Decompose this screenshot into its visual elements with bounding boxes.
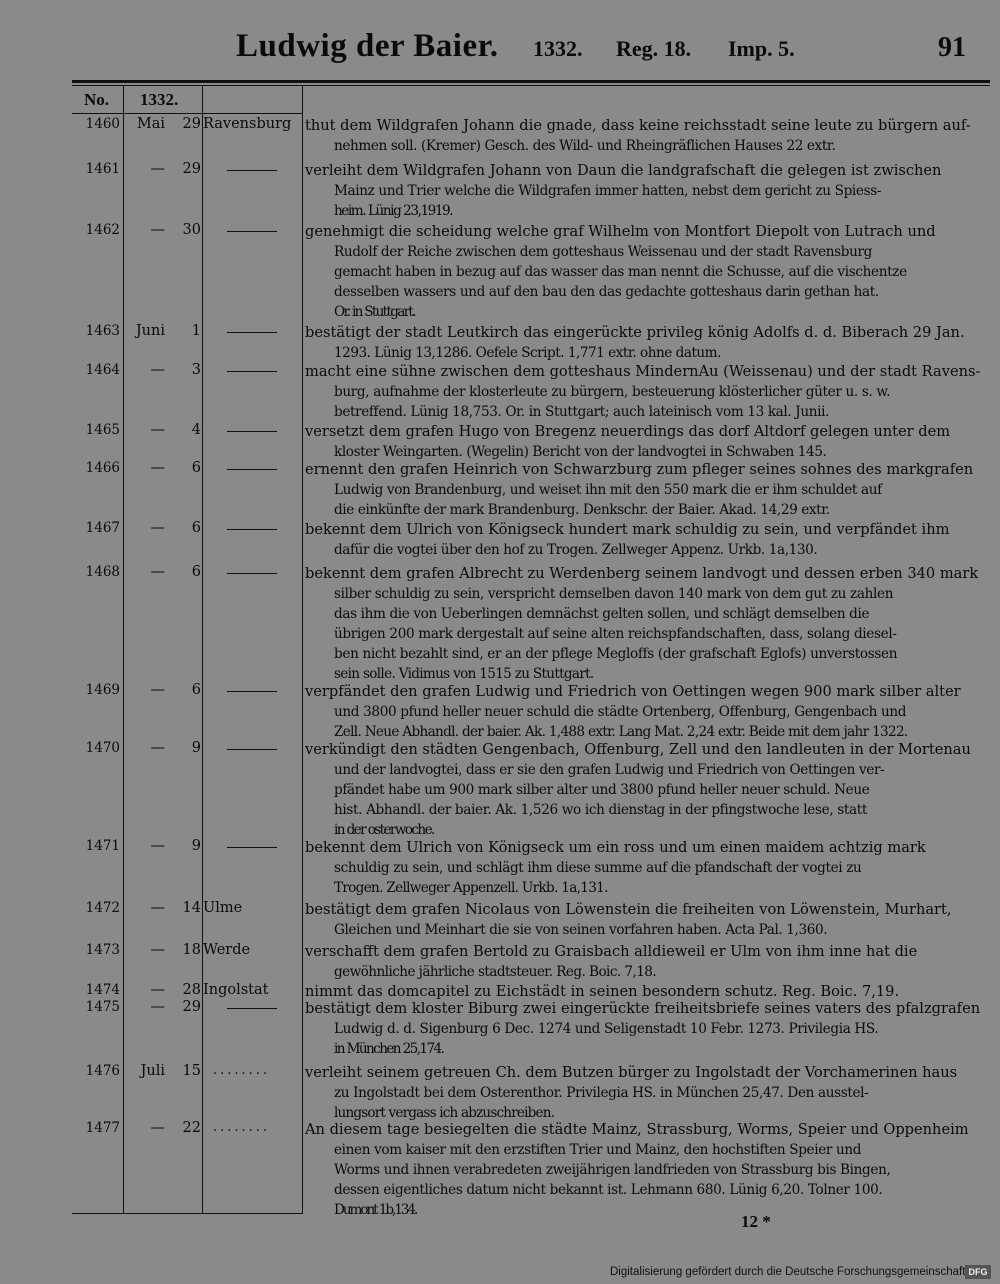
entry-day: 3 — [191, 362, 201, 378]
entry-place: Ravensburg — [203, 116, 292, 132]
entry-text-line: bekennt dem Ulrich von Königseck hundert mark schuldig zu sein, und verpfändet ihm — [305, 521, 950, 538]
entry-number: 1460 — [85, 116, 120, 132]
entry-day: 29 — [182, 161, 201, 177]
entry-number: 1462 — [85, 222, 120, 238]
entry-month: — — [150, 362, 165, 378]
entry-text — [305, 520, 983, 560]
header-rule — [72, 80, 990, 83]
entry-text-line: Or. in Stuttgart. — [334, 304, 415, 320]
entry-text-line: übrigen 200 mark dergestalt auf seine alten reichspfandschaften, dass, solang diesel- — [334, 626, 897, 642]
entry-text — [305, 1120, 983, 1220]
entry-text-line: die einkünfte der mark Brandenburg. Denkschr. der Baier. Akad. 14,29 extr. — [334, 502, 830, 518]
entry-text-line: macht eine sühne zwischen dem gotteshaus MindernAu (Weissenau) und der stadt Ravens- — [305, 363, 981, 380]
ditto-dash — [227, 371, 277, 372]
entry-day: 9 — [191, 740, 201, 756]
entry-text-line: kloster Weingarten. (Wegelin) Bericht von der landvogtei in Schwaben 145. — [334, 444, 827, 460]
running-imp: Imp. 5. — [728, 36, 795, 61]
entry-text-line: Mainz und Trier welche die Wildgrafen immer hatten, nebst dem gericht zu Spiess- — [334, 183, 882, 199]
running-title: Ludwig der Baier. — [236, 28, 499, 64]
ditto-dash — [227, 469, 277, 470]
entry-text-line: lungsort vergass ich abzuschreiben. — [334, 1105, 555, 1121]
entry-text-line: desselben wassers und auf den bau den das gedachte gotteshaus darin gethan hat. — [334, 284, 879, 300]
ditto-dash — [227, 170, 277, 171]
entry-text-line: bekennt dem Ulrich von Königseck um ein ross und um einen maidem achtzig mark — [305, 839, 926, 856]
ditto-dash — [227, 691, 277, 692]
entry-month: — — [150, 982, 165, 998]
entry-text-line: verpfändet den grafen Ludwig und Friedrich von Oettingen wegen 900 mark silber alter — [305, 683, 961, 700]
entry-day: 28 — [182, 982, 201, 998]
entry-text-line: und der landvogtei, dass er sie den grafen Ludwig und Friedrich von Oettingen ver- — [334, 762, 885, 778]
entry-text-line: in München 25,174. — [334, 1041, 444, 1057]
entry-text-line: nimmt das domcapitel zu Eichstädt in seinen besondern schutz. Reg. Boic. 7,19. — [305, 983, 900, 1000]
entry-number: 1461 — [85, 161, 120, 177]
entry-number: 1474 — [85, 982, 120, 998]
column-divider-date — [202, 86, 203, 1214]
entry-text — [305, 900, 983, 940]
entry-month: — — [150, 520, 165, 536]
entry-day: 6 — [191, 520, 201, 536]
ditto-dash — [227, 847, 277, 848]
entry-text — [305, 564, 983, 684]
entry-month: — — [150, 161, 165, 177]
entry-month: Juli — [140, 1063, 165, 1079]
entry-text-line: versetzt dem grafen Hugo von Bregenz neuerdings das dorf Altdorf gelegen unter dem — [305, 423, 951, 440]
page-header — [0, 28, 1000, 72]
entry-text — [305, 362, 983, 422]
entry-day: 29 — [182, 999, 201, 1015]
entry-place-ditto — [203, 362, 299, 372]
entry-text-line: verkündigt den städten Gengenbach, Offenburg, Zell und den landleuten in der Mortenau — [305, 741, 971, 758]
entry-text-line: und 3800 pfund heller neuer schuld die städte Ortenberg, Offenburg, Gengenbach und — [334, 704, 907, 720]
entry-number: 1468 — [85, 564, 120, 580]
entry-day: 4 — [191, 422, 201, 438]
ditto-dash — [227, 529, 277, 530]
entry-number: 1477 — [85, 1120, 120, 1136]
entry-text-line: gewöhnliche jährliche stadtsteuer. Reg. Boic. 7,18. — [334, 964, 657, 980]
entry-number: 1465 — [85, 422, 120, 438]
column-divider-place — [302, 86, 303, 1214]
entry-place-ditto — [203, 838, 299, 848]
entry-text-line: nehmen soll. (Kremer) Gesch. des Wild- und Rheingräflichen Hauses 22 extr. — [334, 138, 836, 154]
entry-text-line: Worms und ihnen verabredeten zweijährigen landfrieden von Strassburg bis Bingen, — [334, 1162, 891, 1178]
entry-text-line: burg, aufnahme der klosterleute zu bürgern, besteuerung klösterlicher güter u. s. w. — [334, 384, 891, 400]
column-head-no: No. — [84, 90, 110, 109]
column-divider-no — [123, 86, 124, 1214]
entry-day: 29 — [182, 116, 201, 132]
entry-place: Werde — [203, 942, 251, 958]
entry-month: — — [150, 222, 165, 238]
entry-day: 15 — [182, 1063, 201, 1079]
ditto-dash — [227, 431, 277, 432]
entry-place-ditto — [203, 564, 299, 574]
entry-text-line: bestätigt der stadt Leutkirch das eingerückte privileg könig Adolfs d. d. Biberach 29 Jan. — [305, 324, 965, 341]
entry-text-line: gemacht haben in bezug auf das wasser das man nennt die Schusse, auf die vischentze — [334, 264, 907, 280]
entry-place-ditto — [203, 323, 299, 333]
entry-number: 1476 — [85, 1063, 120, 1079]
running-year: 1332. — [533, 36, 583, 61]
entry-day: 1 — [191, 323, 201, 339]
entry-text-line: Zell. Neue Abhandl. der baier. Ak. 1,488 extr. Lang Mat. 2,24 extr. Beide mit dem jahr 1322. — [334, 724, 908, 740]
ditto-dash — [227, 231, 277, 232]
entry-text-line: Dumont 1b,134. — [334, 1202, 417, 1218]
entry-text-line: Rudolf der Reiche zwischen dem gotteshaus Weissenau und der stadt Ravensburg — [334, 244, 872, 260]
entry-month: — — [150, 942, 165, 958]
dfg-note: Digitalisierung gefördert durch die Deutsche Forschungsgemeinschaft — [610, 1266, 966, 1278]
entry-month: Juni — [135, 323, 165, 339]
entry-day: 18 — [182, 942, 201, 958]
entry-month: — — [150, 422, 165, 438]
entry-number: 1469 — [85, 682, 120, 698]
entry-place-ditto — [203, 999, 299, 1009]
entry-number: 1475 — [85, 999, 120, 1015]
entry-place-ditto — [203, 422, 299, 432]
entry-text-line: silber schuldig zu sein, verspricht demselben davon 140 mark von dem gut zu zahlen — [334, 586, 894, 602]
entry-text-line: Trogen. Zellweger Appenzell. Urkb. 1a,131. — [334, 880, 608, 896]
entry-day: 9 — [191, 838, 201, 854]
entry-text-line: betreffend. Lünig 18,753. Or. in Stuttgart; auch lateinisch vom 13 kal. Junii. — [334, 404, 830, 420]
header-rule-thin — [72, 85, 990, 86]
column-head-year: 1332. — [140, 90, 179, 109]
entry-number: 1466 — [85, 460, 120, 476]
entry-text — [305, 222, 983, 322]
entry-text-line: verschafft dem grafen Bertold zu Graisbach alldieweil er Ulm von ihm inne hat die — [305, 943, 918, 960]
entry-month: — — [150, 564, 165, 580]
entry-text — [305, 323, 983, 363]
ditto-dash — [227, 1008, 277, 1009]
entry-text-line: verleiht dem Wildgrafen Johann von Daun die landgrafschaft die gelegen ist zwischen — [305, 162, 942, 179]
entry-day: 6 — [191, 564, 201, 580]
ditto-dash — [227, 332, 277, 333]
entry-number: 1464 — [85, 362, 120, 378]
column-head-rule — [72, 113, 302, 114]
entry-text — [305, 942, 983, 982]
entry-text — [305, 422, 983, 462]
entry-month: — — [150, 460, 165, 476]
entry-text-line: zu Ingolstadt bei dem Osterenthor. Privilegia HS. in München 25,47. Den ausstel- — [334, 1085, 869, 1101]
entry-month: — — [150, 1120, 165, 1136]
entry-text-line: verleiht seinem getreuen Ch. dem Butzen bürger zu Ingolstadt der Vorchamerinen haus — [305, 1064, 958, 1081]
entry-text — [305, 740, 983, 840]
entry-text-line: pfändet habe um 900 mark silber alter und 3800 pfund heller neuer schuld. Neue — [334, 782, 870, 798]
entry-text-line: bestätigt dem kloster Biburg zwei eingerückte freiheitsbriefe seines vaters des pfalzgrafen — [305, 1000, 981, 1017]
running-reg: Reg. 18. — [616, 36, 692, 61]
entry-day: 22 — [182, 1120, 201, 1136]
entry-number: 1471 — [85, 838, 120, 854]
entry-place-ditto — [203, 682, 299, 692]
entry-text — [305, 682, 983, 742]
entry-text-line: genehmigt die scheidung welche graf Wilhelm von Montfort Diepolt von Lutrach und — [305, 223, 936, 240]
entry-number: 1463 — [85, 323, 120, 339]
table-bottom-rule — [72, 1213, 303, 1214]
entry-text-line: in der osterwoche. — [334, 822, 434, 838]
place-dots: ........ — [213, 1120, 271, 1135]
entry-number: 1472 — [85, 900, 120, 916]
entry-day: 14 — [182, 900, 201, 916]
entry-text-line: schuldig zu sein, und schlägt ihm diese summe auf die pfandschaft der vogtei zu — [334, 860, 862, 876]
entry-month: — — [150, 740, 165, 756]
entry-place: Ingolstat — [203, 982, 269, 998]
entry-text-line: heim. Lünig 23,1919. — [334, 203, 453, 219]
entry-place: Ulme — [203, 900, 243, 916]
entry-day: 6 — [191, 460, 201, 476]
entry-place-ditto — [203, 161, 299, 171]
entry-text-line: sein solle. Vidimus von 1515 zu Stuttgart. — [334, 666, 594, 682]
entry-place-ditto — [203, 520, 299, 530]
entry-text-line: einen vom kaiser mit den erzstiften Trier und Mainz, den hochstiften Speier und — [334, 1142, 862, 1158]
entry-text — [305, 1063, 983, 1123]
entry-text-line: das ihm die von Ueberlingen demnächst gelten sollen, und schlägt demselben die — [334, 606, 870, 622]
entry-month: — — [150, 838, 165, 854]
entry-text — [305, 999, 983, 1059]
entry-day: 6 — [191, 682, 201, 698]
entry-text-line: ernennt den grafen Heinrich von Schwarzburg zum pfleger seines sohnes des markgrafen — [305, 461, 974, 478]
entry-text-line: dessen eigentliches datum nicht bekannt ist. Lehmann 680. Lünig 6,20. Tolner 100. — [334, 1182, 883, 1198]
entry-number: 1473 — [85, 942, 120, 958]
entry-place-ditto — [203, 740, 299, 750]
entry-number: 1470 — [85, 740, 120, 756]
entry-place-ditto — [203, 460, 299, 470]
entry-number: 1467 — [85, 520, 120, 536]
entry-text-line: Ludwig von Brandenburg, und weiset ihn mit den 550 mark die er ihm schuldet auf — [334, 482, 882, 498]
entry-day: 30 — [182, 222, 201, 238]
entry-text-line: An diesem tage besiegelten die städte Mainz, Strassburg, Worms, Speier und Oppenheim — [305, 1121, 969, 1138]
entry-place-unknown — [203, 1120, 299, 1135]
entry-month: — — [150, 682, 165, 698]
entry-text-line: thut dem Wildgrafen Johann die gnade, dass keine reichsstadt seine leute zu bürgern auf- — [305, 117, 971, 134]
entry-text — [305, 161, 983, 221]
entry-text-line: ben nicht bezahlt sind, er an der pflege Megloffs (der grafschaft Eglofs) unverstossen — [334, 646, 898, 662]
signature-mark: 12 * — [741, 1212, 771, 1231]
entry-text-line: dafür die vogtei über den hof zu Trogen. Zellweger Appenz. Urkb. 1a,130. — [334, 542, 818, 558]
entry-text — [305, 460, 983, 520]
ditto-dash — [227, 749, 277, 750]
entry-text-line: Gleichen und Meinhart die sie von seinen vorfahren haben. Acta Pal. 1,360. — [334, 922, 828, 938]
entry-text-line: bestätigt dem grafen Nicolaus von Löwenstein die freiheiten von Löwenstein, Murhart, — [305, 901, 952, 918]
entry-text — [305, 838, 983, 898]
entry-text-line: hist. Abhandl. der baier. Ak. 1,526 wo ich dienstag in der pfingstwoche lese, statt — [334, 802, 867, 818]
entry-text — [305, 116, 983, 156]
entry-place-ditto — [203, 222, 299, 232]
place-dots: ........ — [213, 1063, 271, 1078]
entry-place-unknown — [203, 1063, 299, 1078]
entry-text-line: 1293. Lünig 13,1286. Oefele Script. 1,771 extr. ohne datum. — [334, 345, 721, 361]
dfg-logo-icon: DFG — [965, 1265, 991, 1279]
entry-month: Mai — [136, 116, 165, 132]
entry-text-line: bekennt dem grafen Albrecht zu Werdenberg seinem landvogt und dessen erben 340 mark — [305, 565, 979, 582]
entry-month: — — [150, 900, 165, 916]
entry-month: — — [150, 999, 165, 1015]
entry-text-line: Ludwig d. d. Sigenburg 6 Dec. 1274 und Seligenstadt 10 Febr. 1273. Privilegia HS. — [334, 1021, 879, 1037]
ditto-dash — [227, 573, 277, 574]
page-number: 91 — [938, 32, 966, 63]
